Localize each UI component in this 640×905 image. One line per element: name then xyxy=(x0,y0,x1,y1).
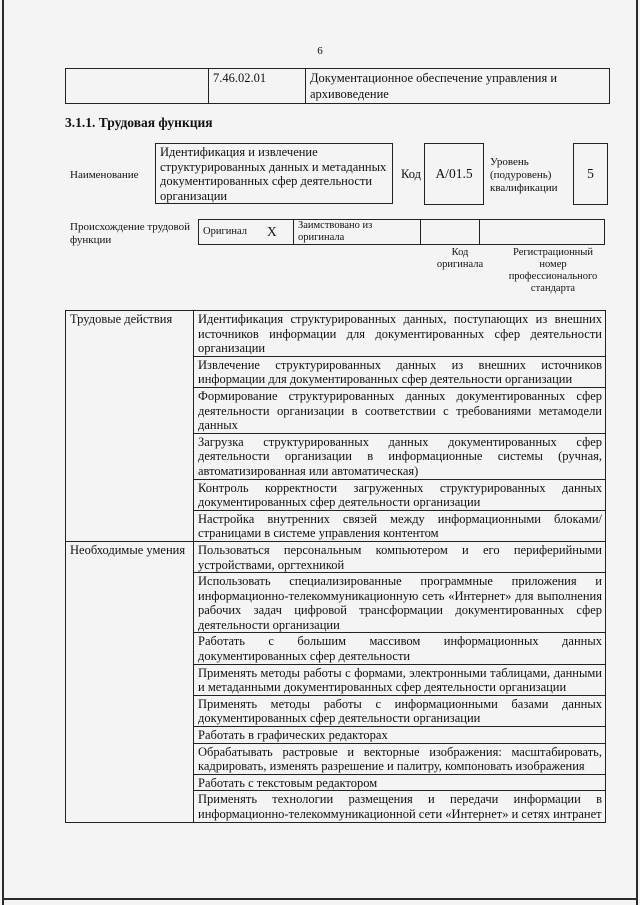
name-label: Наименование xyxy=(70,169,139,181)
skills-section xyxy=(66,541,606,822)
specialty-code: 7.46.02.01 xyxy=(209,69,306,104)
section-heading: 3.1.1. Трудовая функция xyxy=(65,115,213,130)
borrowed-label: Заимствовано из оригинала xyxy=(294,220,421,245)
specialty-table xyxy=(65,68,610,104)
registration-number-caption: Регистрационный номер профессионального стандарта xyxy=(508,247,598,294)
labor-action-item: Настройка внутренних связей между информационными блоками/страницами в системе управления контентом xyxy=(194,510,606,541)
labor-action-item: Извлечение структурированных данных из внешних источников информации для документированных сфер деятельности организации xyxy=(194,356,606,387)
specialty-name: Документационное обеспечение управления и архивоведение xyxy=(306,69,610,104)
specialty-row xyxy=(66,69,610,104)
page-edge-left xyxy=(2,0,4,905)
origin-code-cell xyxy=(421,220,480,245)
labor-function-table xyxy=(65,310,606,823)
skill-item: Использовать специализированные программные приложения и информационно-телекоммуникационную сеть «Интернет» для выполнения рабочих задач цифровой трансформации документированных сфер деятельности организации xyxy=(194,573,606,633)
original-label: Оригинал xyxy=(199,220,264,245)
function-name: Идентификация и извлечение структурированных данных и метаданных документированных сфер деятельности организации xyxy=(160,145,387,203)
labor-actions-section xyxy=(66,311,606,542)
origin-row xyxy=(199,220,605,245)
skill-item: Применять технологии размещения и передачи информации в информационно-телекоммуникационной сети «Интернет» и сетях интранет xyxy=(194,791,606,822)
labor-action-item: Загрузка структурированных данных документированных сфер деятельности организации в информационные системы (ручная, автоматизированная или автоматическая) xyxy=(194,433,606,479)
code-label: Код xyxy=(401,167,421,181)
skill-item: Работать в графических редакторах xyxy=(194,727,606,744)
original-mark: X xyxy=(263,220,294,245)
page-number: 6 xyxy=(317,45,323,57)
page-edge-right xyxy=(636,0,638,905)
page-edge-bottom xyxy=(2,898,638,900)
labor-actions-label: Трудовые действия xyxy=(66,311,194,542)
level-box xyxy=(573,143,608,205)
specialty-empty-cell xyxy=(66,69,209,104)
skills-label: Необходимые умения xyxy=(66,541,194,822)
labor-action-item: Идентификация структурированных данных, поступающих из внешних источников информации для документированных сфер деятельности организации xyxy=(194,311,606,357)
skill-item: Работать с большим массивом информационных данных документированных сфер деятельности xyxy=(194,633,606,664)
function-code-box xyxy=(424,143,484,205)
skill-item: Применять методы работы с формами, электронными таблицами, данными и метаданными документированных сфер деятельности организации xyxy=(194,664,606,695)
skill-item: Обрабатывать растровые и векторные изображения: масштабировать, кадрировать, изменять разрешение и палитру, компоновать изображения xyxy=(194,743,606,774)
original-code-caption: Код оригинала xyxy=(436,247,484,270)
function-code: A/01.5 xyxy=(435,166,473,181)
registration-number-cell xyxy=(480,220,605,245)
skill-item: Применять методы работы с информационными базами данных документированных сфер деятельности организации xyxy=(194,695,606,726)
origin-table xyxy=(198,219,605,245)
function-name-box xyxy=(155,143,393,204)
skill-item: Работать с текстовым редактором xyxy=(194,774,606,791)
labor-action-item: Формирование структурированных данных документированных сфер деятельности организации в соответствии с требованиями метамодели данных xyxy=(194,387,606,433)
origin-label: Происхождение трудовой функции xyxy=(70,221,191,246)
level-label: Уровень (подуровень) квалификации xyxy=(490,156,558,194)
skill-item: Пользоваться персональным компьютером и его периферийными устройствами, оргтехникой xyxy=(194,541,606,572)
level-value: 5 xyxy=(587,166,594,181)
labor-action-item-row xyxy=(66,311,606,357)
skill-item-row xyxy=(66,541,606,572)
labor-action-item: Контроль корректности загруженных структурированных данных документированных сфер деятельности организации xyxy=(194,479,606,510)
